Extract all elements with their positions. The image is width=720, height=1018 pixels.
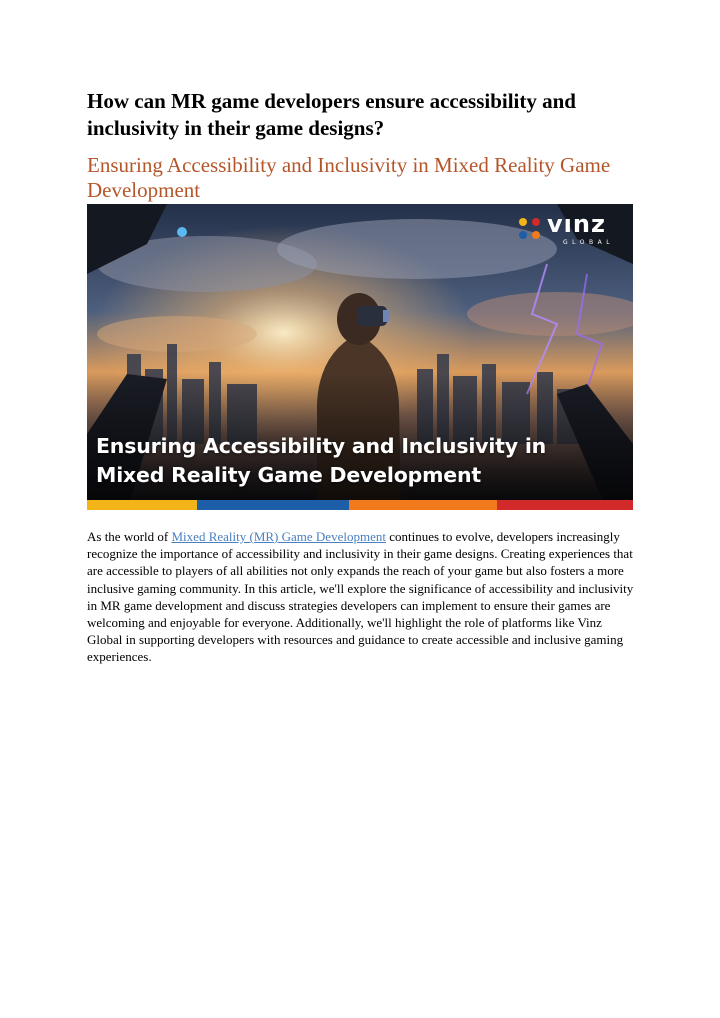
hero-image: [87, 204, 633, 510]
intro-paragraph: [87, 528, 639, 666]
intro-text-after-link: continues to evolve, developers increasingly recognize the importance of accessibility and inclusivity in their game designs. Creating experiences that are accessible to players of all abilities not only expands the reach of your game but also fosters a more inclusive gaming community. In this article, we'll explore the significance of accessibility and inclusivity in MR game development and discuss strategies developers can implement to ensure their games are welcoming and enjoyable for everyone. Additionally, we'll highlight the role of platforms like Vinz Global in supporting developers with resources and guidance to create accessible and inclusive gaming experiences.: [87, 529, 634, 665]
color-stripe-1: [87, 500, 197, 510]
color-stripe-2: [197, 500, 349, 510]
hero-heading-line-1: Ensuring Accessibility and Inclusivity in: [96, 434, 547, 458]
hero-heading-line-2: Mixed Reality Game Development: [96, 463, 481, 487]
hero-heading: [96, 432, 616, 490]
mr-game-development-link[interactable]: Mixed Reality (MR) Game Development: [171, 529, 386, 544]
vinz-global-logo: [517, 210, 627, 246]
logo-subtext: GLOBAL: [563, 239, 615, 246]
logo-mark-icon: [517, 216, 543, 242]
intro-text-before-link: As the world of: [87, 529, 172, 544]
page-title: How can MR game developers ensure accessibility and inclusivity in their game designs?: [87, 89, 576, 140]
color-stripe-3: [349, 500, 497, 510]
section-subtitle: Ensuring Accessibility and Inclusivity in Mixed Reality Game Development: [87, 153, 611, 202]
color-stripe-4: [497, 500, 633, 510]
logo-wordmark: vınz: [547, 210, 606, 238]
